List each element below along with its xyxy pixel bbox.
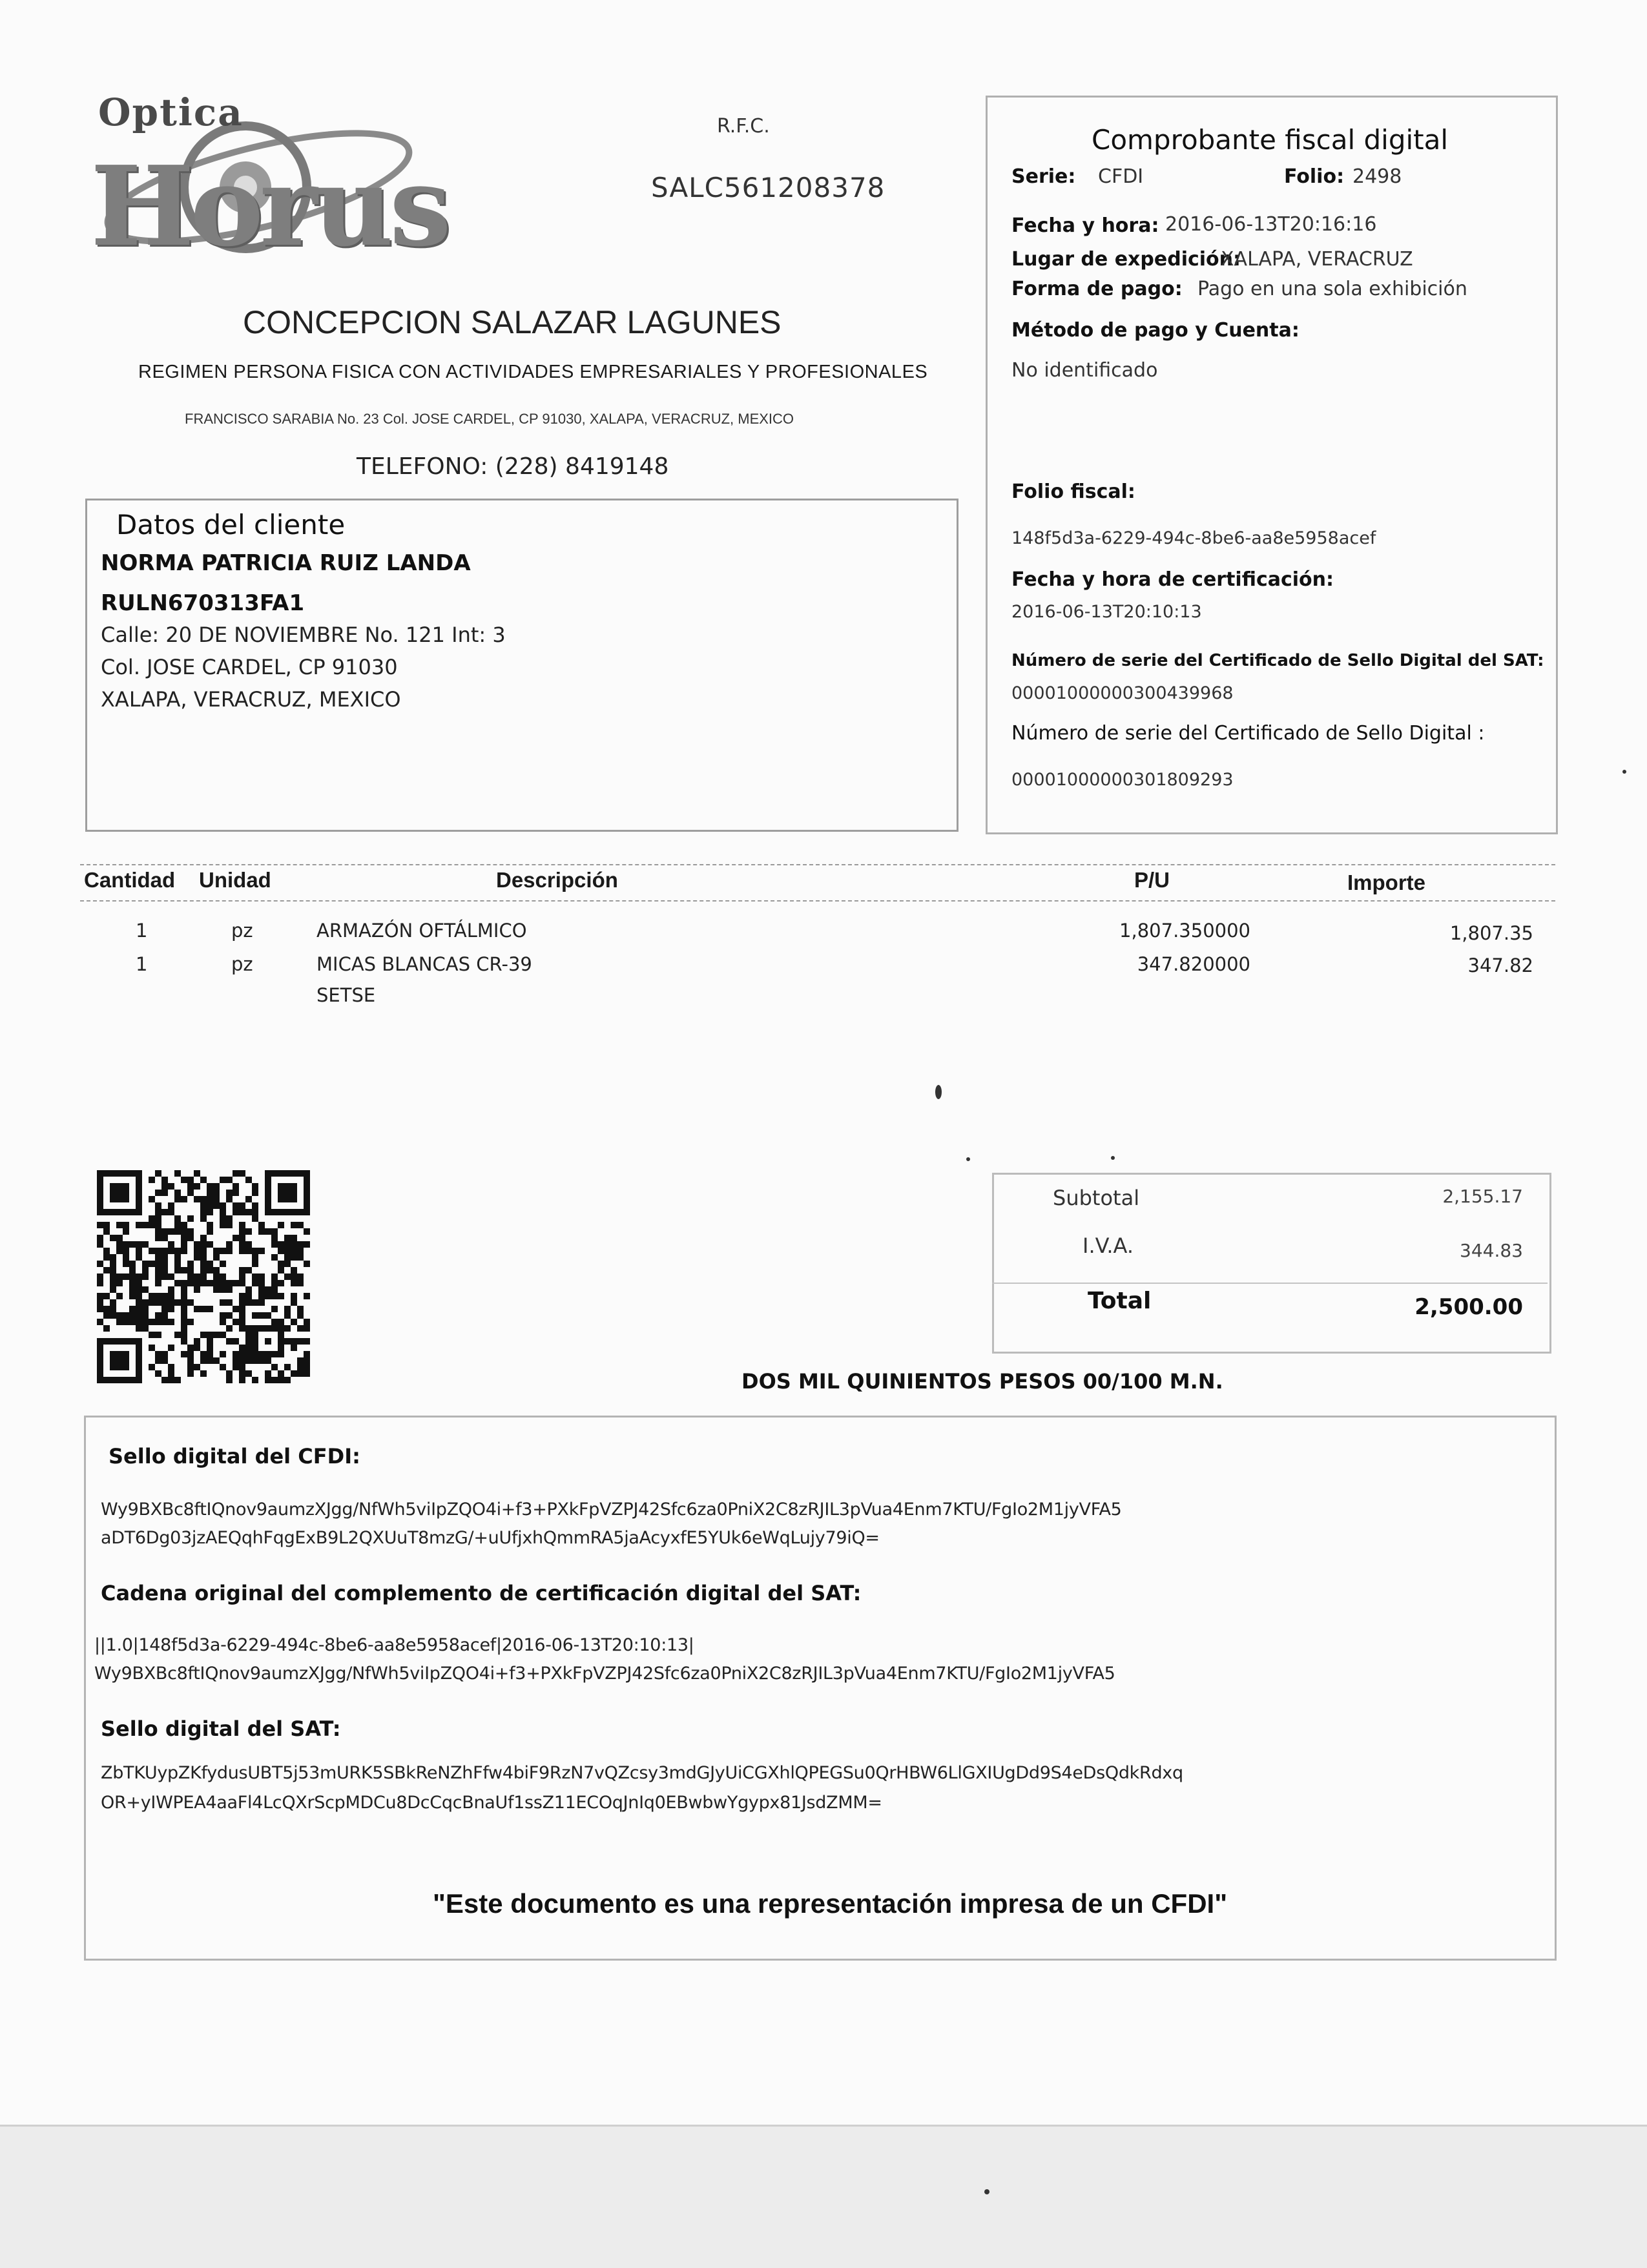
col-header-unidad: Unidad	[199, 868, 271, 892]
sello-cfdi-line1: Wy9BXBc8ftIQnov9aumzXJgg/NfWh5viIpZQO4i+f3+PXkFpVZPJ42Sfc6za0PniX2C8zRJIL3pVua4Enm7KTU/FgIo2M1jyVFA5	[101, 1500, 1122, 1520]
logo-word-horus: Horus	[90, 142, 448, 271]
col-header-importe: Importe	[1347, 871, 1426, 894]
iva-value: 344.83	[1460, 1240, 1523, 1261]
folio-fiscal-label: Folio fiscal:	[1011, 480, 1135, 503]
issuer-regimen: REGIMEN PERSONA FISICA CON ACTIVIDADES EMPRESARIALES Y PROFESIONALES	[138, 362, 928, 382]
row-importe: 347.82	[1467, 954, 1533, 976]
scan-speck	[1111, 1156, 1115, 1160]
row-unit: pz	[231, 953, 253, 975]
row-unit: pz	[231, 920, 253, 942]
sello-cfdi-label: Sello digital del CFDI:	[109, 1444, 360, 1469]
scan-speck	[984, 2189, 989, 2194]
seals-box	[84, 1416, 1557, 1961]
serie-value: CFDI	[1098, 165, 1144, 188]
subtotal-value: 2,155.17	[1442, 1186, 1523, 1207]
iva-label: I.V.A.	[1082, 1233, 1134, 1258]
issuer-name: CONCEPCION SALAZAR LAGUNES	[243, 304, 782, 340]
sat-cert-value: 00001000000300439968	[1011, 683, 1234, 703]
amount-in-words: DOS MIL QUINIENTOS PESOS 00/100 M.N.	[741, 1369, 1223, 1394]
cert-value: 00001000000301809293	[1011, 770, 1234, 790]
forma-value: Pago en una sola exhibición	[1197, 278, 1467, 300]
row-desc: ARMAZÓN OFTÁLMICO	[316, 920, 527, 942]
row-qty: 1	[136, 920, 148, 942]
sat-cert-label: Número de serie del Certificado de Sello Digital del SAT:	[1011, 651, 1544, 670]
scan-speck	[935, 1085, 942, 1099]
folio-value: 2498	[1352, 165, 1402, 188]
rfc-label: R.F.C.	[717, 115, 770, 138]
sello-sat-label: Sello digital del SAT:	[101, 1716, 341, 1741]
logo-word-optica: Optica	[98, 90, 243, 134]
cadena-line2: Wy9BXBc8ftIQnov9aumzXJgg/NfWh5viIpZQO4i+f3+PXkFpVZPJ42Sfc6za0PniX2C8zRJIL3pVua4Enm7KTU/FgIo2M1jyVFA5	[94, 1664, 1115, 1684]
sello-sat-line2: OR+yIWPEA4aaFl4LcQXrScpMDCu8DcCqcBnaUf1ssZ11ECOqJnIq0EBwbwYgypx81JsdZMM=	[101, 1793, 882, 1813]
optica-horus-logo	[84, 90, 446, 291]
table-header-rule	[80, 900, 1555, 902]
col-header-cantidad: Cantidad	[84, 868, 176, 892]
forma-label: Forma de pago:	[1011, 278, 1183, 300]
client-title: Datos del cliente	[116, 509, 346, 541]
client-city: XALAPA, VERACRUZ, MEXICO	[101, 687, 401, 712]
total-label: Total	[1088, 1288, 1152, 1314]
table-top-rule	[80, 864, 1555, 865]
col-header-descripcion: Descripción	[496, 868, 618, 892]
lugar-label: Lugar de expedición:	[1011, 248, 1241, 271]
qr-code	[97, 1170, 310, 1383]
sello-sat-line1: ZbTKUypZKfydusUBT5j53mURK5SBkReNZhFfw4biF9RzN7vQZcsy3mdGJyUiCGXhlQPEGSu0QrHBW6LlGXIUgDd9S4eDsQdkRdxq	[101, 1763, 1183, 1783]
serie-label: Serie:	[1011, 165, 1076, 188]
totals-separator	[992, 1283, 1548, 1284]
fecha-value: 2016-06-13T20:16:16	[1165, 213, 1377, 236]
total-value: 2,500.00	[1414, 1294, 1523, 1320]
folio-label: Folio:	[1284, 165, 1345, 188]
subtotal-label: Subtotal	[1053, 1186, 1140, 1210]
cadena-line1: ||1.0|148f5d3a-6229-494c-8be6-aa8e5958acef|2016-06-13T20:10:13|	[94, 1635, 694, 1655]
metodo-label: Método de pago y Cuenta:	[1011, 319, 1300, 342]
sello-cfdi-line2: aDT6Dg03jzAEQqhFqgExB9L2QXUuT8mzG/+uUfjxhQmmRA5jaAcyxfE5YUk6eWqLujy79iQ=	[101, 1528, 880, 1548]
cfdi-legend: "Este documento es una representación impresa de un CFDI"	[433, 1888, 1228, 1919]
scan-speck	[1622, 770, 1626, 774]
client-rfc: RULN670313FA1	[101, 590, 305, 616]
rfc-value: SALC561208378	[651, 172, 886, 203]
row-pu: 1,807.350000	[1119, 920, 1250, 942]
cert-label: Número de serie del Certificado de Sello Digital :	[1011, 722, 1485, 745]
cert-fecha-value: 2016-06-13T20:10:13	[1011, 602, 1202, 622]
row-importe: 1,807.35	[1449, 922, 1533, 944]
cadena-label: Cadena original del complemento de certificación digital del SAT:	[101, 1581, 862, 1605]
cert-fecha-label: Fecha y hora de certificación:	[1011, 568, 1334, 591]
issuer-address: FRANCISCO SARABIA No. 23 Col. JOSE CARDEL, CP 91030, XALAPA, VERACRUZ, MEXICO	[185, 411, 794, 427]
lugar-value: XALAPA, VERACRUZ	[1221, 248, 1413, 271]
row-desc-line2: SETSE	[316, 984, 376, 1006]
row-desc: MICAS BLANCAS CR-39	[316, 953, 532, 975]
row-qty: 1	[136, 953, 148, 975]
client-street: Calle: 20 DE NOVIEMBRE No. 121 Int: 3	[101, 623, 506, 647]
col-header-pu: P/U	[1134, 868, 1170, 892]
folio-fiscal-value: 148f5d3a-6229-494c-8be6-aa8e5958acef	[1011, 528, 1376, 548]
row-pu: 347.820000	[1137, 953, 1250, 975]
scan-speck	[966, 1157, 970, 1161]
issuer-phone: TELEFONO: (228) 8419148	[357, 453, 669, 480]
scan-margin	[0, 2125, 1647, 2268]
fecha-label: Fecha y hora:	[1011, 214, 1159, 237]
client-name: NORMA PATRICIA RUIZ LANDA	[101, 550, 471, 576]
metodo-value: No identificado	[1011, 359, 1158, 382]
client-colonia: Col. JOSE CARDEL, CP 91030	[101, 655, 398, 679]
cfd-title: Comprobante fiscal digital	[1092, 124, 1449, 156]
